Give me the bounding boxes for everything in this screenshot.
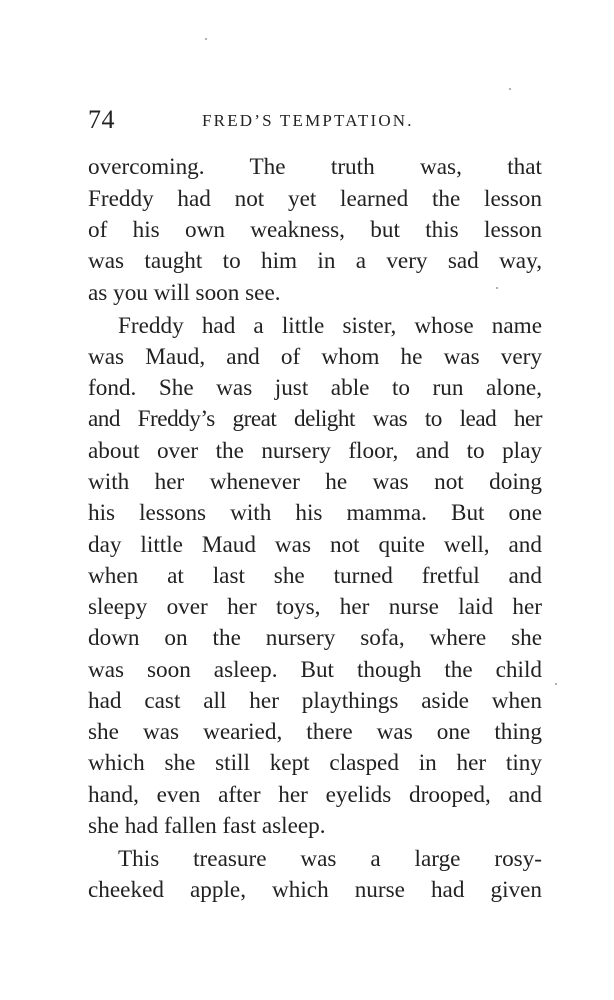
text-line: Freddy had not yet learned the lesson [88,186,542,212]
paper-speck [509,88,511,90]
text-line: of his own weakness, but this lesson [88,217,542,243]
page-number: 74 [88,105,115,134]
paper-speck [205,38,207,40]
text-line: she was wearied, there was one thing [88,719,542,745]
text-line: fond. She was just able to run alone, [88,375,542,401]
text-line: had cast all her playthings aside when [88,688,542,714]
text-line: with her whenever he was not doing [88,469,542,495]
text-line: day little Maud was not quite well, and [88,532,542,558]
text-line: was Maud, and of whom he was very [88,344,542,370]
text-line: hand, even after her eyelids drooped, and [88,782,542,808]
paper-speck [496,287,498,289]
text-line: she had fallen fast asleep. [88,813,326,839]
text-line: was taught to him in a very sad way, [88,248,542,274]
text-line: about over the nursery floor, and to play [88,438,542,464]
text-line: Freddy had a little sister, whose name [118,313,542,339]
running-title: FRED’S TEMPTATION. [202,111,414,130]
text-line: when at last she turned fretful and [88,563,542,589]
text-line: was soon asleep. But though the child [88,657,542,683]
text-line: down on the nursery sofa, where she [88,625,542,651]
text-line: This treasure was a large rosy- [118,846,542,872]
text-line: which she still kept clasped in her tiny [88,750,542,776]
text-line: his lessons with his mamma. But one [88,500,542,526]
paper-speck [555,683,557,685]
text-line: sleepy over her toys, her nurse laid her [88,594,542,620]
text-line: and Freddy’s great delight was to lead her [88,406,542,432]
text-line: as you will soon see. [88,280,281,306]
page-header [88,104,540,136]
text-line: overcoming. The truth was, that [88,154,542,180]
text-line: cheeked apple, which nurse had given [88,877,542,903]
